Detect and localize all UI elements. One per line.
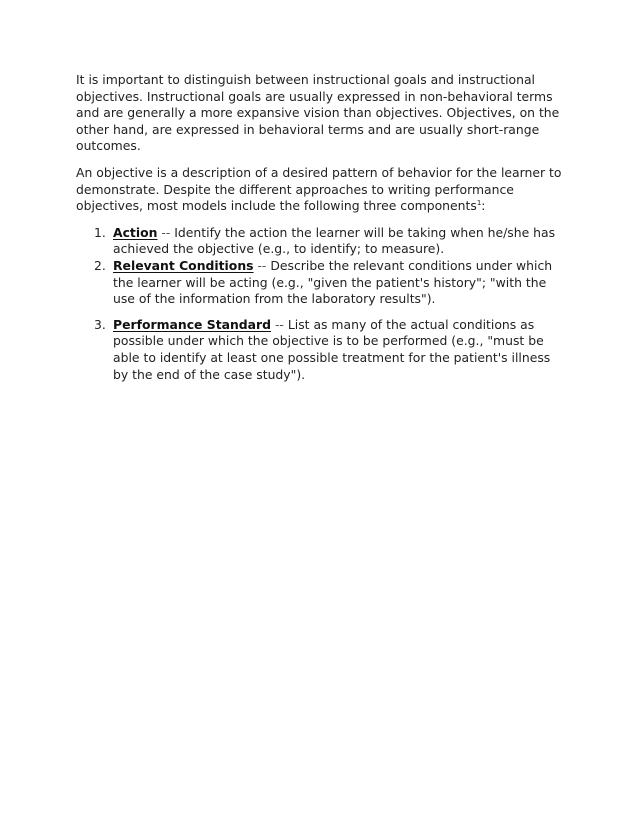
objective-definition-paragraph <box>76 165 568 215</box>
components-list <box>76 225 568 383</box>
list-item-number: 2. <box>94 257 106 273</box>
component-term: Performance Standard <box>113 316 272 332</box>
list-item <box>76 317 568 383</box>
component-term: Action <box>113 224 158 240</box>
goals-vs-objectives-paragraph: It is important to distinguish between instructional goals and instructional objectives. Instructional goals are usually expressed in non-behavioral terms and are generally a more expansive vision than objectives. Objectives, on the other hand, are expressed in behavioral terms and are usually short-range outcomes. <box>76 72 560 154</box>
list-item-number: 1. <box>94 224 106 240</box>
list-item <box>76 258 568 308</box>
component-term: Relevant Conditions <box>113 257 254 273</box>
objective-definition-text: An objective is a description of a desired pattern of behavior for the learner to demonstrate. Despite the different approaches to writing performance objectives, most models include the following three components <box>76 164 562 214</box>
term-separator: -- <box>253 257 271 273</box>
term-separator: -- <box>271 316 288 332</box>
document-page <box>76 72 568 383</box>
component-description: Describe the relevant conditions under which the learner will be acting (e.g., "given the patient's history"; "with the use of the information from the laboratory results"). <box>113 257 553 307</box>
component-description: List as many of the actual conditions as possible under which the objective is to be performed (e.g., "must be able to identify at least one possible treatment for the patient's illness by the end of the case study"). <box>113 316 551 382</box>
list-item-number: 3. <box>94 316 106 332</box>
list-item <box>76 225 568 258</box>
term-separator: -- <box>157 224 175 240</box>
component-description: Identify the action the learner will be taking when he/she has achieved the objective (e.g., to identify; to measure). <box>113 224 556 257</box>
definition-colon: : <box>481 198 486 214</box>
footnote-reference: 1 <box>476 199 482 208</box>
